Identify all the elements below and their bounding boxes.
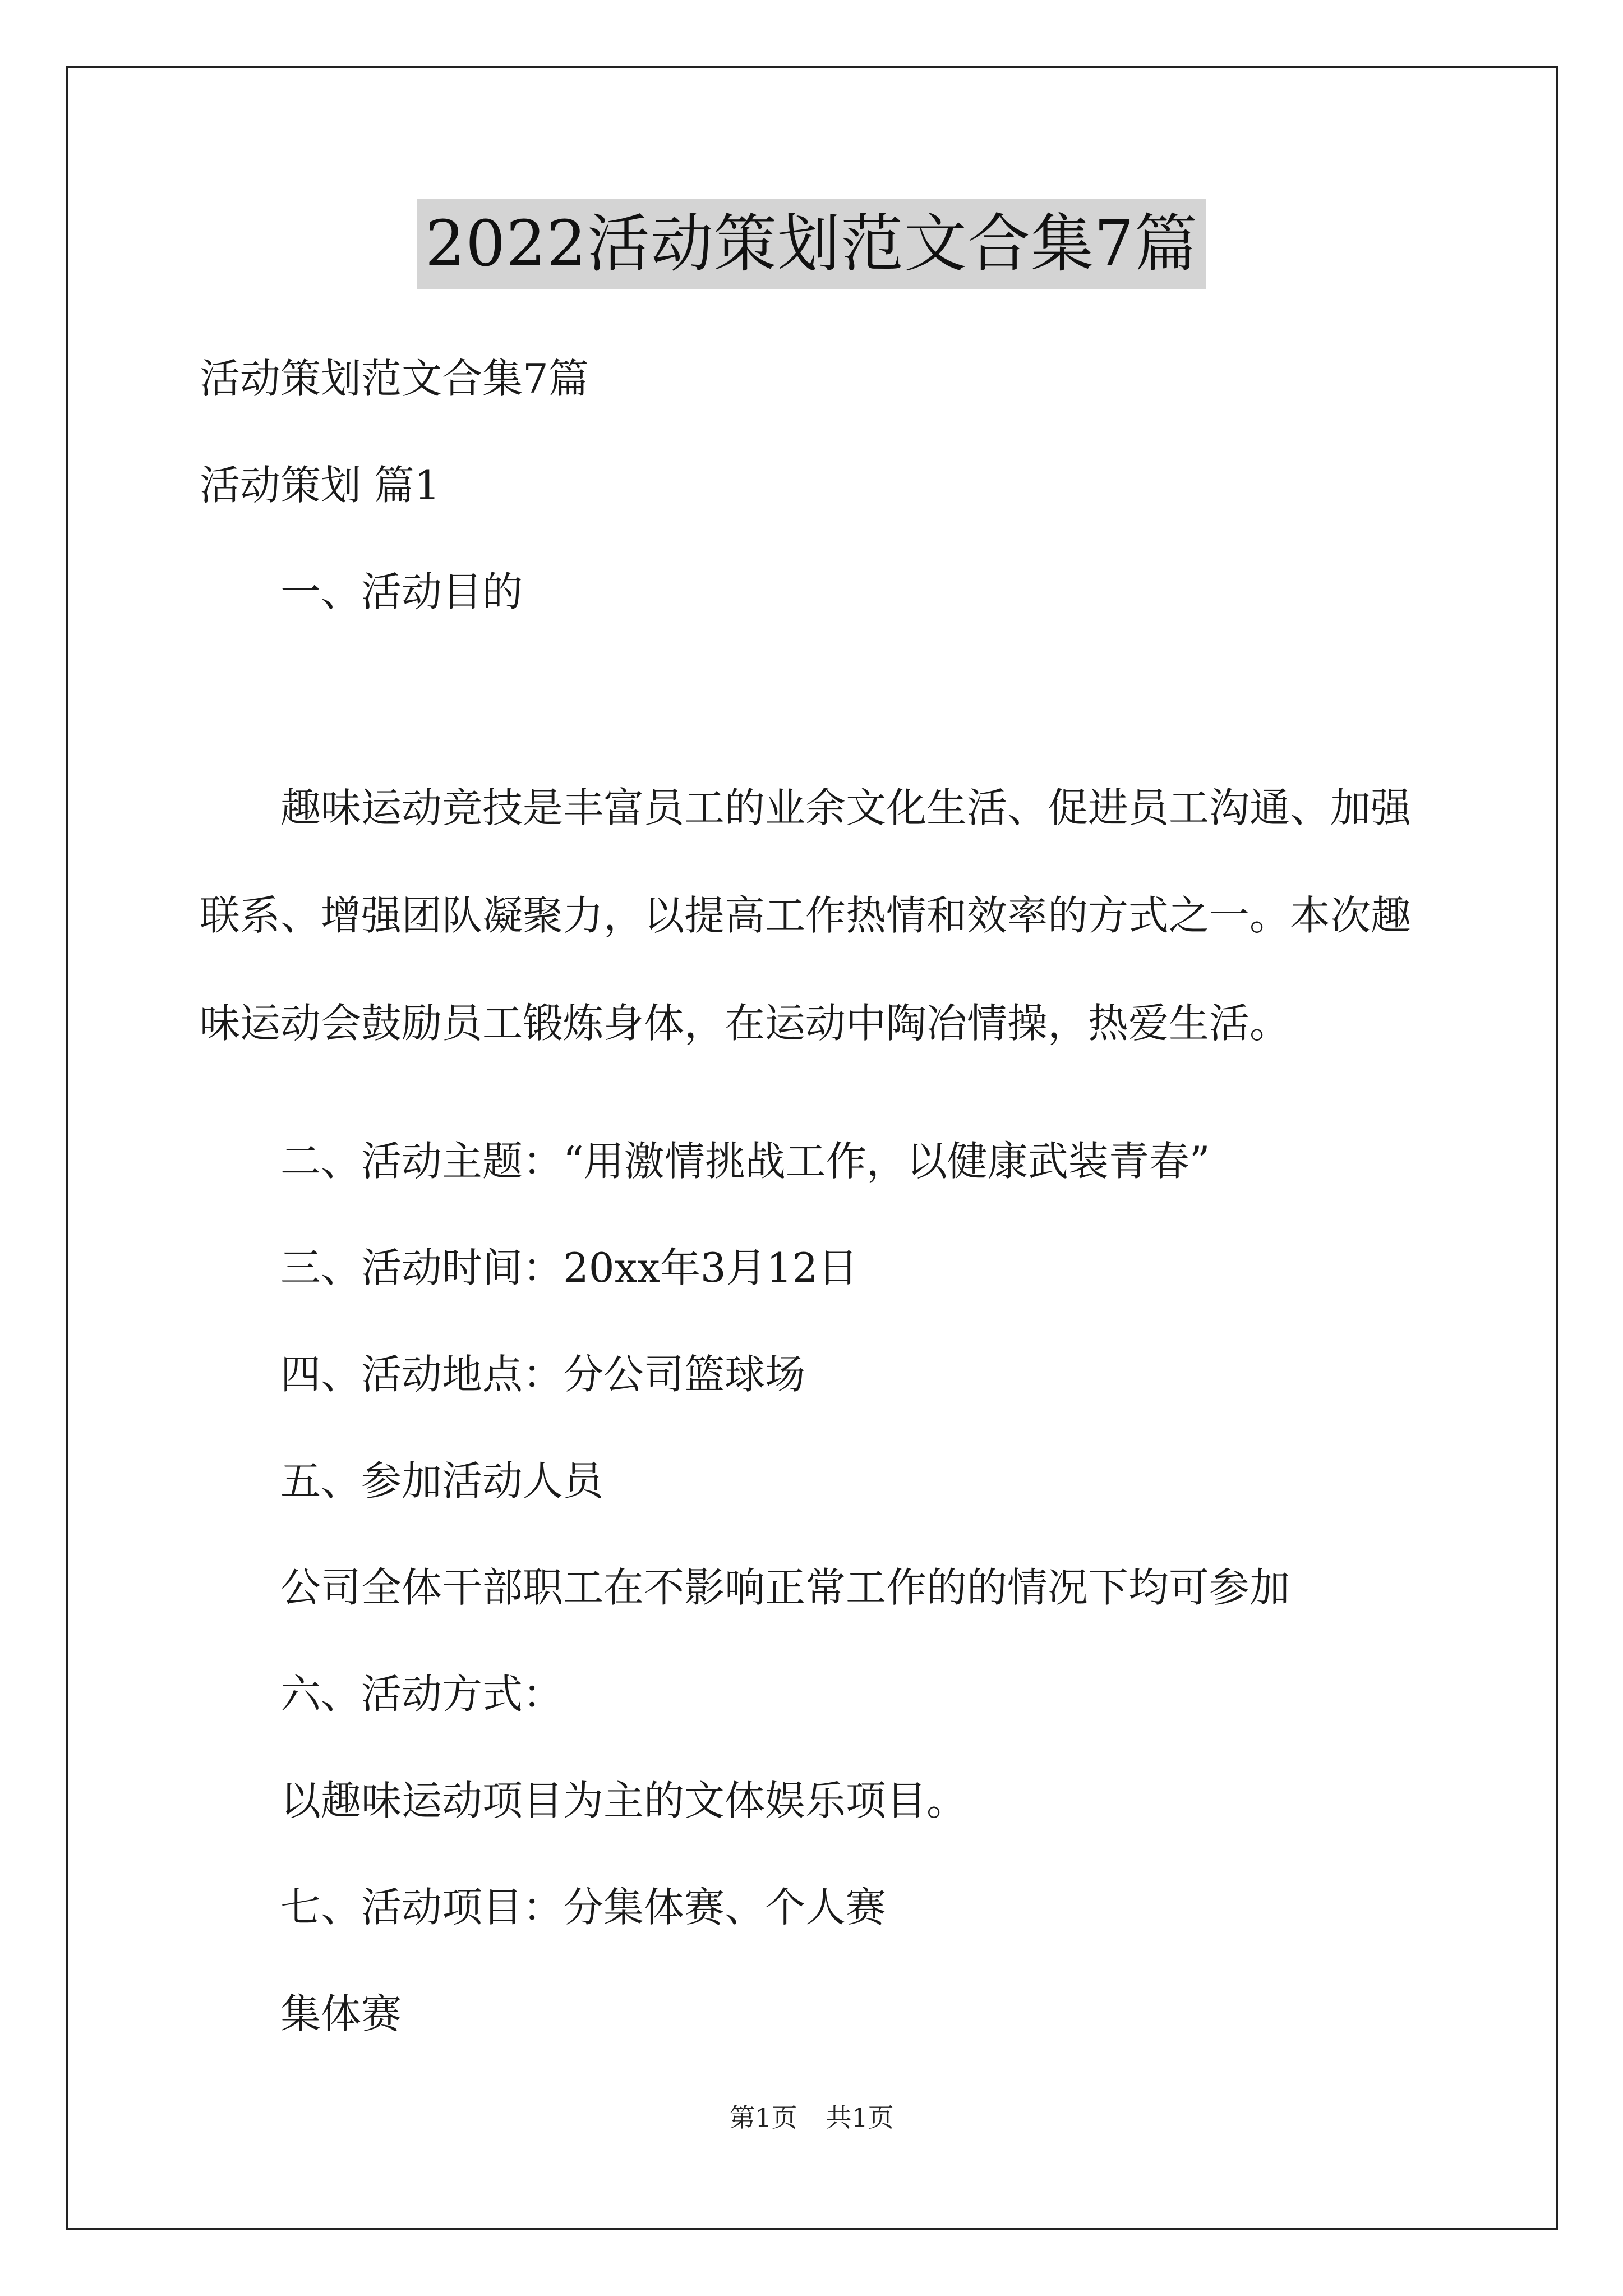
document-subtitle: 活动策划范文合集7篇	[200, 355, 589, 402]
participants-body: 公司全体干部职工在不影响正常工作的的情况下均可参加	[280, 1564, 1290, 1611]
section-heading: 活动策划 篇1	[200, 462, 440, 509]
method-heading: 六、活动方式：	[280, 1671, 564, 1718]
location-line: 四、活动地点：分公司篮球场	[280, 1351, 806, 1398]
time-line: 三、活动时间：20xx年3月12日	[280, 1244, 859, 1291]
purpose-line-2: 联系、增强团队凝聚力，以提高工作热情和效率的方式之一。本次趣	[200, 892, 1412, 939]
purpose-line-3: 味运动会鼓励员工锻炼身体，在运动中陶冶情操，热爱生活。	[200, 1000, 1290, 1047]
purpose-heading: 一、活动目的	[280, 568, 523, 615]
participants-heading: 五、参加活动人员	[280, 1457, 604, 1504]
title-container	[0, 199, 1623, 289]
page-total: 共1页	[826, 2102, 894, 2133]
purpose-paragraph	[200, 783, 1428, 1106]
document-title: 2022活动策划范文合集7篇	[417, 199, 1206, 289]
purpose-line-1: 趣味运动竞技是丰富员工的业余文化生活、促进员工沟通、加强	[280, 784, 1412, 831]
page-footer	[0, 2101, 1623, 2134]
group-events-label: 集体赛	[280, 1990, 402, 2037]
method-body: 以趣味运动项目为主的文体娱乐项目。	[280, 1777, 967, 1824]
theme-line: 二、活动主题：“用激情挑战工作，以健康武装青春”	[280, 1138, 1210, 1185]
events-heading: 七、活动项目：分集体赛、个人赛	[280, 1884, 887, 1931]
page-number: 第1页	[729, 2102, 797, 2133]
